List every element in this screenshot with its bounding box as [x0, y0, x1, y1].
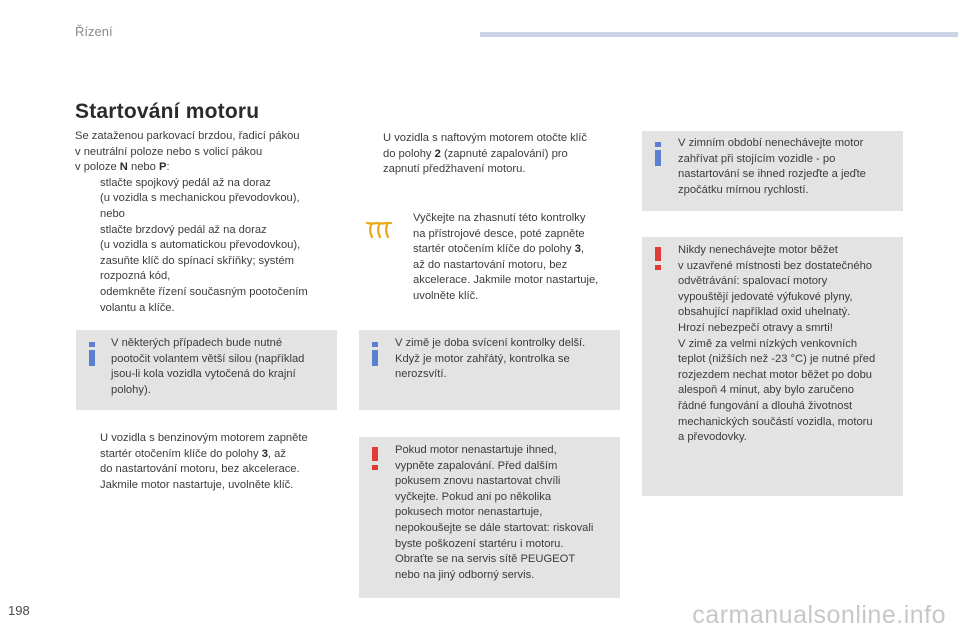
list-item: odemkněte řízení současným pootočením volantu a klíče.: [100, 285, 308, 314]
glow-plug-note: Vyčkejte na zhasnutí této kontrolky na přístrojové desce, poté zapněte startér otočením klíče do polohy 3, až do nastartování motoru, bez akcelerace. Jakmile motor nastartuje, uvolněte klíč.: [413, 212, 599, 302]
header-bar: [480, 32, 958, 37]
warning-box: [359, 437, 620, 598]
diesel-instructions: [358, 131, 623, 178]
list-item: stlačte brzdový pedál až na doraz (u vozidla s automatickou převodovkou),: [100, 223, 301, 252]
info-box: [642, 131, 903, 211]
warning-text: Nikdy nenechávejte motor běžet v uzavřené místnosti bez dostatečného odvětrávání: spalovací motory vypouštějí jedovaté výfukové plyny, obsahující například oxid uhelnatý. Hrozí nebezpečí otravy a smrti! V zimě za velmi nízkých venkovních teplot (nižších než -23 °C) je nutné před rozjezdem nechat motor běžet po dobu alespoň 4 minut, aby bylo zaručeno řádné fungování a dlouhá životnost mechanických součástí vozidla, motoru a převodovky.: [678, 244, 876, 444]
info-text: V zimě je doba svícení kontrolky delší. Když je motor zahřátý, kontrolka se nerozsvítí.: [395, 337, 586, 381]
intro-line: Se zataženou parkovací brzdou, řadicí pákou: [75, 130, 300, 142]
info-box: [76, 330, 337, 410]
intro-text: [75, 129, 345, 316]
page-title: Startování motoru: [75, 100, 260, 123]
section-label: Řízení: [75, 24, 113, 39]
glow-plug-icon: [364, 220, 394, 240]
petrol-instructions: [75, 431, 345, 493]
warning-text: Pokud motor nenastartuje ihned, vypněte zapalování. Před dalším pokusem znovu nastartovat chvíli vyčkejte. Pokud ani po několika pokusech motor nenastartuje, nepokoušejte se dále startovat: riskovali byste poškození startéru i motoru. Obraťte se na servis sítě PEUGEOT nebo na jiný odborný servis.: [395, 444, 594, 581]
list-item: stlačte spojkový pedál až na doraz (u vozidla s mechanickou převodovkou), nebo: [100, 176, 300, 220]
info-text: V některých případech bude nutné pootočit volantem větší silou (například jsou-li kola vozidla vytočená do krajní polohy).: [111, 337, 305, 396]
list-item: zasuňte klíč do spínací skříňky; systém rozpozná kód,: [100, 254, 294, 283]
intro-line: v poloze N nebo P:: [75, 161, 170, 174]
list-item: U vozidla s benzinovým motorem zapněte startér otočením klíče do polohy 3, až do nastartování motoru, bez akcelerace. Jakmile motor nastartuje, uvolněte klíč.: [100, 432, 308, 491]
info-text: V zimním období nenechávejte motor zahřívat při stojícím vozidle - po nastartování se ihned rozjeďte a jeďte zpočátku mírnou rychlostí.: [678, 137, 866, 196]
watermark: carmanualsonline.info: [692, 601, 946, 629]
page-number: 198: [8, 603, 30, 618]
info-box: [359, 330, 620, 410]
intro-line: v neutrální poloze nebo s volicí pákou: [75, 145, 263, 158]
list-item: U vozidla s naftovým motorem otočte klíč do polohy 2 (zapnuté zapalování) pro zapnutí předžhavení motoru.: [383, 132, 587, 176]
warning-box: [642, 237, 903, 496]
